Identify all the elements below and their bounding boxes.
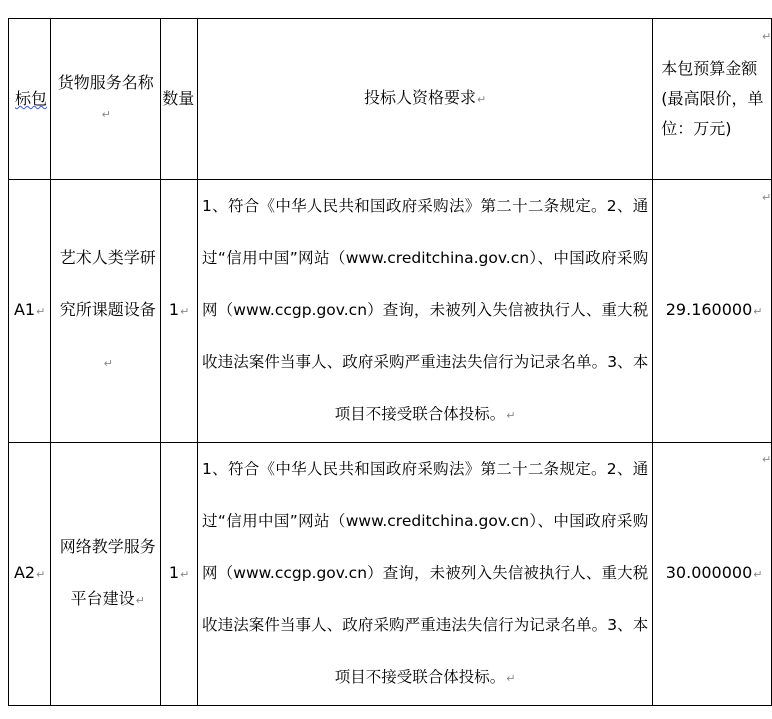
header-item-name: 货物服务名称↵ [51,19,161,180]
table-row [9,443,772,706]
cell-budget: 30.000000↵ [653,443,772,706]
cell-budget: 29.160000↵ [653,180,772,443]
cell-qualification: 1、符合《中华人民共和国政府采购法》第二十二条规定。2、通过“信用中国”网站（www.creditchina.gov.cn）、中国政府采购网（www.ccgp.gov.cn）查询，未被列入失信被执行人、重大税收违法案件当事人、政府采购严重违法失信行为记录名单。3、本项目不接受联合体投标。↵ [198,180,653,443]
procurement-package-table [8,18,772,706]
paragraph-mark-icon: ↵ [506,409,516,422]
row-end-mark-icon: ↵ [762,453,772,466]
paragraph-mark-icon: ↵ [180,305,190,318]
paragraph-mark-icon: ↵ [36,305,46,318]
paragraph-mark-icon: ↵ [36,568,46,581]
cell-package: A1↵ [9,180,51,443]
cell-item-name: 网络教学服务平台建设↵ [51,443,161,706]
header-qualification: 投标人资格要求↵ [198,19,653,180]
cell-quantity: 1↵ [161,443,198,706]
header-budget: 本包预算金额(最高限价，单位：万元) [653,19,772,180]
row-end-mark-icon: ↵ [762,191,772,204]
table-header-row [9,19,772,180]
cell-package: A2↵ [9,443,51,706]
paragraph-mark-icon: ↵ [506,672,516,685]
cell-qualification: 1、符合《中华人民共和国政府采购法》第二十二条规定。2、通过“信用中国”网站（www.creditchina.gov.cn）、中国政府采购网（www.ccgp.gov.cn）查询，未被列入失信被执行人、重大税收违法案件当事人、政府采购严重违法失信行为记录名单。3、本项目不接受联合体投标。↵ [198,443,653,706]
paragraph-mark-icon: ↵ [753,568,763,581]
header-quantity: 数量 [161,19,198,180]
row-end-mark-icon: ↵ [762,30,772,43]
paragraph-mark-icon: ↵ [753,305,763,318]
cell-quantity: 1↵ [161,180,198,443]
paragraph-mark-icon: ↵ [477,93,487,106]
cell-item-name: 艺术人类学研究所课题设备↵ [51,180,161,443]
paragraph-mark-icon: ↵ [101,108,111,121]
paragraph-mark-icon: ↵ [135,594,145,607]
paragraph-mark-icon: ↵ [103,357,113,370]
paragraph-mark-icon: ↵ [180,568,190,581]
header-package: 标包 [9,19,51,180]
table-row [9,180,772,443]
